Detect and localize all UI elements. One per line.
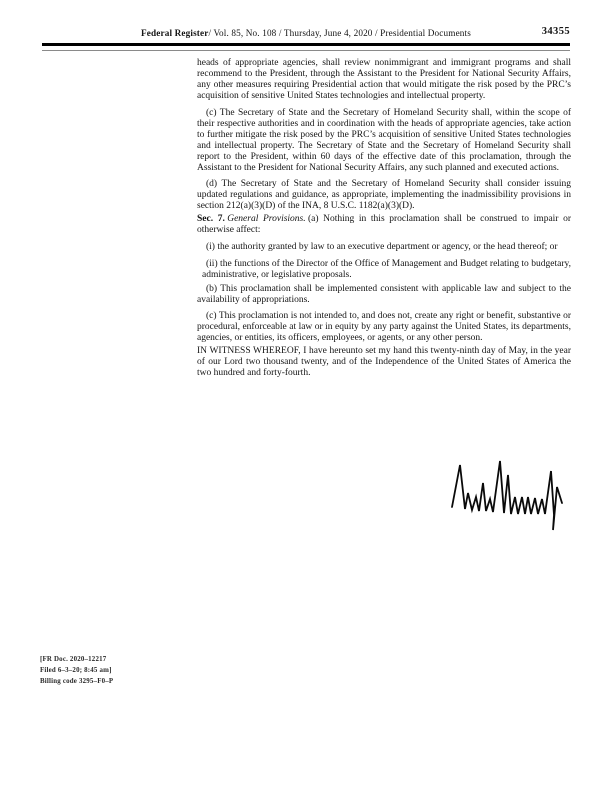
paragraph-sec7-c: (c) This proclamation is not intended to, and does not, create any right or benefit, substantive or procedural, enforceable at law or in equity by any party against the United States, its departments, agencies, or entities, its officers, employees, or agents, or any other person. — [197, 311, 571, 343]
running-head — [42, 28, 570, 39]
billing-code: Billing code 3295–F0–P — [40, 678, 114, 685]
paragraph-sec6-c: (c) The Secretary of State and the Secretary of Homeland Security shall, within the scope of their respective authorities and in coordination with the heads of appropriate agencies, take action to further mitigate the risk posed by the PRC’s acquisition of sensitive United States technologies and intellectual property. The Secretary of State and the Secretary of Homeland Security shall report to the President, within 60 days of the effective date of this proclamation, through the Assistant to the President for National Security Affairs, any such planned and executed actions. — [197, 108, 571, 173]
paragraph-sec7-a — [197, 214, 571, 236]
section-text: (a) Nothing in this proclamation shall be construed to impair or otherwise affect: — [197, 214, 571, 235]
journal-title: Federal Register — [141, 28, 209, 38]
section-label: Sec. 7. — [197, 214, 225, 224]
issue-info: / Vol. 85, No. 108 / Thursday, June 4, 2020 / Presidential Documents — [208, 28, 471, 38]
filed-stamp: Filed 6–3–20; 8:45 am] — [40, 667, 112, 674]
header-rule-thick — [42, 43, 570, 46]
page-number: 34355 — [541, 26, 570, 37]
document-body — [197, 58, 571, 379]
page-header — [42, 0, 570, 56]
section-title: General Provisions. — [227, 214, 306, 224]
paragraph-sec7-a-ii: (ii) the functions of the Director of the Office of Management and Budget relating to budgetary, administrative, or legislative proposals. — [202, 259, 571, 280]
page-footer — [40, 654, 113, 687]
paragraph-witness-clause: IN WITNESS WHEREOF, I have hereunto set my hand this twenty-ninth day of May, in the year of our Lord two thousand twenty, and of the Independence of the United States of America the two hundred and forty-fourth. — [197, 346, 571, 378]
paragraph-continuation: heads of appropriate agencies, shall review nonimmigrant and immigrant programs and shall recommend to the President, through the Assistant to the President for National Security Affairs, any other measures requiring Presidential action that would mitigate the risk posed by the PRC’s acquisition of sensitive United States technologies and intellectual property. — [197, 58, 571, 101]
fr-doc-number: [FR Doc. 2020–12217 — [40, 656, 107, 663]
signature-icon — [448, 457, 570, 535]
paragraph-sec7-a-i: (i) the authority granted by law to an executive department or agency, or the head thereof; or — [206, 242, 558, 252]
paragraph-sec6-d: (d) The Secretary of State and the Secretary of Homeland Security shall consider issuing updated regulations and guidance, as appropriate, implementing the inadmissibility provisions in section 212(a)(3)(D) of the INA, 8 U.S.C. 1182(a)(3)(D). — [197, 179, 571, 211]
presidential-signature — [448, 457, 570, 535]
header-rule-thin — [42, 50, 570, 52]
paragraph-sec7-b: (b) This proclamation shall be implemented consistent with applicable law and subject to the availability of appropriations. — [197, 284, 571, 305]
